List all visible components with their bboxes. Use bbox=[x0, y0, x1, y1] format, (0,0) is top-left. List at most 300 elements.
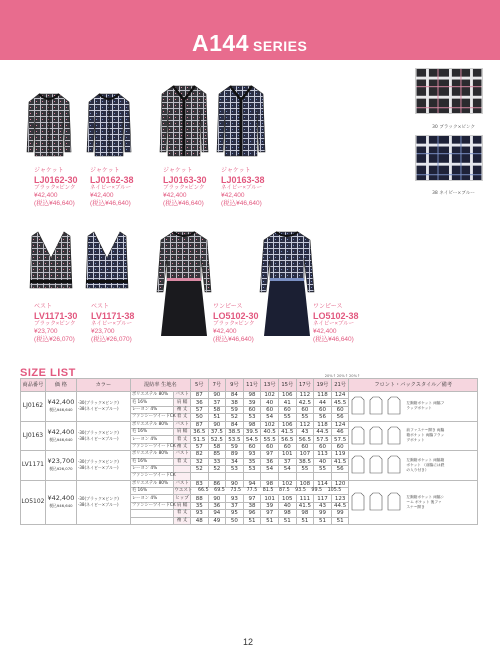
size-value: 87 bbox=[190, 421, 208, 428]
size-value: 51 bbox=[208, 414, 226, 421]
size-value: 60 bbox=[314, 406, 332, 413]
size-value: 54 bbox=[278, 465, 296, 472]
size-value: 60 bbox=[278, 406, 296, 413]
swatch-label: 38 ネイビー×ブルー bbox=[432, 191, 475, 196]
product-tax-price: (税込¥46,640) bbox=[213, 335, 254, 343]
front-note: 左胸箱ポケット 両脇シーム ポケット 後ファスナー開き bbox=[406, 494, 445, 509]
size-value: 56 bbox=[331, 414, 349, 421]
size-value: 105 bbox=[278, 495, 296, 502]
product-tax-price: (税込¥26,070) bbox=[34, 335, 75, 343]
garment-sketch bbox=[387, 455, 401, 475]
size-value: 60 bbox=[261, 406, 279, 413]
size-value: 60 bbox=[261, 443, 279, 450]
size-value: 36 bbox=[190, 399, 208, 406]
color-option: -38(ネイビー×ブルー) bbox=[77, 435, 119, 441]
header-cell: 21号 bbox=[331, 379, 349, 392]
size-value: 82 bbox=[190, 451, 208, 458]
product-tax-price: (税込¥46,640) bbox=[163, 199, 204, 207]
size-value: 44.5 bbox=[331, 502, 349, 509]
product-card bbox=[34, 168, 78, 207]
size-value: 53 bbox=[243, 414, 261, 421]
size-value: 102 bbox=[261, 392, 279, 399]
table-row bbox=[21, 421, 478, 428]
size-value: 36 bbox=[208, 502, 226, 509]
product-tax-price: (税込¥26,070) bbox=[91, 335, 132, 343]
product-color: ネイビー×ブルー bbox=[221, 184, 263, 191]
size-value: 56.5 bbox=[296, 436, 314, 443]
header-cell: 9号 bbox=[226, 379, 244, 392]
size-value: 43 bbox=[296, 428, 314, 435]
product-kind: ジャケット bbox=[90, 168, 120, 174]
size-value: 39 bbox=[261, 502, 279, 509]
header-cell: 15号 bbox=[278, 379, 296, 392]
size-value: 58 bbox=[208, 443, 226, 450]
size-value: 46 bbox=[331, 428, 349, 435]
size-value: 84 bbox=[226, 392, 244, 399]
size-value: 43 bbox=[314, 502, 332, 509]
series-word: SERIES bbox=[252, 38, 308, 54]
size-value: 57 bbox=[190, 406, 208, 413]
price-value: ¥42,400 bbox=[47, 427, 75, 436]
color-option: -30(ブラック×ピンク) bbox=[77, 496, 119, 502]
jacket-lj0162-38-image bbox=[85, 90, 133, 165]
product-code: LJ0163-30 bbox=[163, 174, 207, 185]
dress-lo5102-30-image bbox=[155, 228, 213, 340]
product-color: ネイビー×ブルー bbox=[91, 320, 133, 327]
product-color: ネイビー×ブルー bbox=[313, 320, 355, 327]
size-value: 35 bbox=[190, 502, 208, 509]
size-value: 41.5 bbox=[278, 428, 296, 435]
garment-sketch bbox=[369, 396, 383, 416]
garment-sketch bbox=[369, 426, 383, 446]
size-value: 66.5 69.5 73.5 77.5 81.5 87.5 93.5 99.5 105.5 bbox=[190, 488, 348, 495]
size-value: 54.5 bbox=[243, 436, 261, 443]
product-color: ブラック×ピンク bbox=[163, 184, 205, 191]
size-value: 37 bbox=[226, 502, 244, 509]
garment-sketch bbox=[351, 492, 365, 512]
product-color: ブラック×ピンク bbox=[34, 320, 76, 327]
color-option: -38(ネイビー×ブルー) bbox=[77, 406, 119, 412]
product-color: ブラック×ピンク bbox=[213, 320, 255, 327]
size-value: 118 bbox=[314, 392, 332, 399]
measurement-part: 着 丈 bbox=[174, 458, 191, 465]
swatch-navy-blue bbox=[415, 135, 483, 181]
size-value: 41.5 bbox=[331, 458, 349, 465]
size-value: 52.5 bbox=[208, 436, 226, 443]
size-value bbox=[331, 473, 349, 480]
product-kind: ワンピース bbox=[313, 304, 343, 310]
size-value bbox=[208, 473, 226, 480]
size-value: 42.5 bbox=[296, 399, 314, 406]
product-color: ブラック×ピンク bbox=[34, 184, 76, 191]
size-value: 90 bbox=[226, 480, 244, 487]
size-value bbox=[261, 473, 279, 480]
garment-sketch bbox=[369, 492, 383, 512]
header-cell: 19号 bbox=[314, 379, 332, 392]
material-cell: ポリエステル 80% bbox=[130, 480, 174, 487]
size-value: 55 bbox=[314, 465, 332, 472]
material-cell: ポリエステル 80% bbox=[130, 421, 174, 428]
size-value: 60 bbox=[296, 443, 314, 450]
size-value: 97 bbox=[261, 451, 279, 458]
product-code: LJ0162-38 bbox=[90, 174, 134, 185]
size-value: 39.5 bbox=[243, 428, 261, 435]
size-value: 54 bbox=[261, 465, 279, 472]
size-value: 57.5 bbox=[331, 436, 349, 443]
size-value: 58 bbox=[208, 406, 226, 413]
size-value: 119 bbox=[331, 451, 349, 458]
series-banner bbox=[0, 0, 500, 60]
size-table-body bbox=[21, 392, 478, 525]
garment-sketch bbox=[351, 455, 365, 475]
material-cell: ファンシーツイードCK bbox=[131, 414, 176, 420]
size-value: 40 bbox=[261, 399, 279, 406]
size-value: 95 bbox=[226, 510, 244, 517]
garment-sketch bbox=[387, 426, 401, 446]
product-card bbox=[213, 304, 259, 343]
size-value: 94 bbox=[208, 510, 226, 517]
measurement-part: ヒップ bbox=[175, 495, 189, 501]
measurement-part: 着 丈 bbox=[174, 510, 191, 517]
size-value: 40 bbox=[278, 502, 296, 509]
size-value: 93 bbox=[226, 495, 244, 502]
size-value: 59 bbox=[226, 443, 244, 450]
size-value: 38 bbox=[226, 399, 244, 406]
product-code: LV1171-38 bbox=[91, 310, 135, 321]
size-value: 57 bbox=[190, 443, 208, 450]
table-row bbox=[21, 451, 478, 458]
swatch-black-pink bbox=[415, 68, 483, 114]
material-cell: ファンシーツイードCK bbox=[131, 443, 176, 449]
size-value: 34 bbox=[226, 458, 244, 465]
size-value: 60 bbox=[331, 406, 349, 413]
product-code: LO5102-38 bbox=[313, 310, 359, 321]
color-option: -38(ネイビー×ブルー) bbox=[77, 502, 119, 508]
size-value: 54 bbox=[261, 414, 279, 421]
size-value: 36.5 bbox=[190, 428, 208, 435]
size-value: 51 bbox=[278, 517, 296, 524]
size-value bbox=[226, 473, 244, 480]
garment-sketch bbox=[351, 396, 365, 416]
measurement-part: 袖 丈 bbox=[174, 517, 191, 524]
jacket-lj0163-30-image bbox=[158, 82, 210, 167]
size-value bbox=[296, 473, 314, 480]
product-card bbox=[90, 168, 134, 207]
size-value: 98 bbox=[278, 510, 296, 517]
size-value: 53 bbox=[243, 465, 261, 472]
measurement-part: 肩 幅 bbox=[174, 502, 191, 509]
jacket-lj0162-30-image bbox=[25, 90, 73, 165]
size-value: 85 bbox=[208, 451, 226, 458]
header-cell: 17号 bbox=[296, 379, 314, 392]
size-value: 56 bbox=[314, 414, 332, 421]
product-price: ¥42,400 bbox=[313, 328, 337, 336]
measurement-part: バスト bbox=[175, 480, 189, 486]
tax-price-value: 税込¥46,640 bbox=[49, 503, 73, 509]
product-code: LO5102-30 bbox=[213, 310, 259, 321]
size-value: 60 bbox=[314, 443, 332, 450]
size-value bbox=[278, 473, 296, 480]
size-value: 44 bbox=[314, 399, 332, 406]
garment-sketch bbox=[387, 396, 401, 416]
size-value: 120 bbox=[331, 480, 349, 487]
size-value: 86 bbox=[208, 480, 226, 487]
product-price: ¥42,400 bbox=[34, 192, 58, 200]
size-value: 124 bbox=[331, 421, 349, 428]
size-value: 101 bbox=[261, 495, 279, 502]
size-value: 41.5 bbox=[296, 502, 314, 509]
measurement-part: バスト bbox=[175, 392, 189, 398]
header-cell: 5号 bbox=[190, 379, 208, 392]
price-cell bbox=[45, 392, 76, 422]
color-option: -30(ブラック×ピンク) bbox=[77, 459, 119, 465]
size-list-notes: 20%↑ 20%↑ 20%↑ bbox=[324, 374, 360, 378]
front-back-style-cell bbox=[349, 421, 478, 451]
size-value: 51 bbox=[243, 517, 261, 524]
front-note: 左胸箱ポケット 両脇箱ポケット （前脇には鉄の入り付き） bbox=[406, 457, 445, 472]
garment-sketch bbox=[351, 426, 365, 446]
size-value: 123 bbox=[331, 495, 349, 502]
vest-lv1171-38-image bbox=[84, 228, 130, 298]
product-code: LJ0163-38 bbox=[221, 174, 265, 185]
size-value bbox=[243, 473, 261, 480]
product-price: ¥42,400 bbox=[221, 192, 245, 200]
size-value: 35 bbox=[243, 458, 261, 465]
size-value: 39 bbox=[243, 399, 261, 406]
material-cell: レーヨン 4% bbox=[130, 436, 174, 443]
size-value: 98 bbox=[261, 480, 279, 487]
color-cell bbox=[76, 421, 130, 451]
size-value: 52 bbox=[208, 465, 226, 472]
measurement-part: バスト bbox=[175, 421, 189, 427]
size-value: 99 bbox=[314, 510, 332, 517]
product-tax-price: (税込¥46,640) bbox=[221, 199, 262, 207]
size-value: 37.5 bbox=[208, 428, 226, 435]
product-price: ¥23,700 bbox=[34, 328, 58, 336]
material-cell bbox=[130, 517, 174, 524]
product-kind: ベスト bbox=[34, 304, 53, 310]
size-value: 90 bbox=[208, 495, 226, 502]
dress-lo5102-38-image bbox=[258, 228, 316, 340]
vest-lv1171-30-image bbox=[28, 228, 74, 298]
material-cell: ポリエステル 80% bbox=[130, 392, 174, 399]
color-cell bbox=[76, 451, 130, 481]
size-value: 50 bbox=[190, 414, 208, 421]
size-value: 53 bbox=[226, 465, 244, 472]
size-value: 33 bbox=[208, 458, 226, 465]
size-value: 83 bbox=[190, 480, 208, 487]
series-code: A144 bbox=[192, 30, 249, 56]
size-table-header-row bbox=[21, 379, 478, 392]
size-value: 102 bbox=[278, 480, 296, 487]
size-value: 117 bbox=[314, 495, 332, 502]
tax-price-value: 税込¥46,640 bbox=[49, 436, 73, 442]
product-card bbox=[313, 304, 359, 343]
size-value: 44.5 bbox=[314, 428, 332, 435]
product-code-cell: LJ0162 bbox=[21, 392, 46, 422]
size-value: 56.5 bbox=[278, 436, 296, 443]
header-cell: 混紡率 生地名 bbox=[130, 379, 190, 392]
size-value: 52 bbox=[190, 465, 208, 472]
front-back-style-cell bbox=[349, 480, 478, 524]
size-value: 124 bbox=[331, 392, 349, 399]
size-value: 38.5 bbox=[296, 458, 314, 465]
size-value: 37 bbox=[208, 399, 226, 406]
size-value: 60 bbox=[243, 443, 261, 450]
size-value: 118 bbox=[314, 421, 332, 428]
size-value: 48 bbox=[190, 517, 208, 524]
size-value: 102 bbox=[261, 421, 279, 428]
size-value: 84 bbox=[226, 421, 244, 428]
size-value: 55 bbox=[296, 465, 314, 472]
color-option: -30(ブラック×ピンク) bbox=[77, 400, 119, 406]
size-value: 57.5 bbox=[314, 436, 332, 443]
size-value: 55.5 bbox=[261, 436, 279, 443]
size-value: 51.5 bbox=[190, 436, 208, 443]
page-number: 12 bbox=[243, 637, 254, 647]
measurement-part bbox=[174, 465, 191, 472]
size-value bbox=[314, 473, 332, 480]
size-value: 51 bbox=[261, 517, 279, 524]
size-value: 41 bbox=[278, 399, 296, 406]
size-value: 111 bbox=[296, 495, 314, 502]
header-cell: カラー bbox=[76, 379, 130, 392]
product-card bbox=[34, 304, 77, 343]
size-value: 55 bbox=[296, 414, 314, 421]
size-value: 88 bbox=[190, 495, 208, 502]
price-cell bbox=[45, 480, 76, 524]
product-price: ¥42,400 bbox=[213, 328, 237, 336]
header-cell: 商品番号 bbox=[21, 379, 46, 392]
product-tax-price: (税込¥46,640) bbox=[313, 335, 354, 343]
material-cell: レーヨン 4% bbox=[130, 495, 174, 502]
size-value: 89 bbox=[226, 451, 244, 458]
size-value: 56 bbox=[331, 465, 349, 472]
material-cell: ポリエステル 80% bbox=[130, 451, 174, 458]
size-value: 87 bbox=[190, 392, 208, 399]
size-value: 60 bbox=[331, 443, 349, 450]
material-cell bbox=[130, 510, 174, 517]
measurement-part: 袖 丈 bbox=[174, 443, 191, 450]
price-value: ¥23,700 bbox=[47, 457, 75, 466]
measurement-part: 肩 幅 bbox=[174, 428, 191, 435]
series-title bbox=[192, 30, 307, 57]
measurement-part bbox=[174, 473, 191, 480]
size-value: 55 bbox=[278, 414, 296, 421]
product-kind: ジャケット bbox=[221, 168, 251, 174]
product-code-cell: LJ0163 bbox=[21, 421, 46, 451]
size-value: 90 bbox=[208, 392, 226, 399]
size-value: 101 bbox=[278, 451, 296, 458]
front-back-style-cell bbox=[349, 392, 478, 422]
size-value: 59 bbox=[226, 406, 244, 413]
price-cell bbox=[45, 451, 76, 481]
size-value: 38 bbox=[243, 502, 261, 509]
price-value: ¥42,400 bbox=[47, 398, 75, 407]
measurement-part: 着 丈 bbox=[174, 436, 191, 443]
color-cell bbox=[76, 480, 130, 524]
header-cell: フロント・バックスタイル／備考 bbox=[349, 379, 478, 392]
product-card bbox=[163, 168, 207, 207]
product-tax-price: (税込¥46,640) bbox=[34, 199, 75, 207]
size-value: 99 bbox=[331, 510, 349, 517]
size-value: 51 bbox=[331, 517, 349, 524]
garment-sketch bbox=[387, 492, 401, 512]
size-value: 53.5 bbox=[226, 436, 244, 443]
price-value: ¥42,400 bbox=[47, 494, 75, 503]
product-code: LJ0162-30 bbox=[34, 174, 78, 185]
product-code-cell: LV1171 bbox=[21, 451, 46, 481]
size-value: 52 bbox=[226, 414, 244, 421]
size-value: 40 bbox=[314, 458, 332, 465]
product-tax-price: (税込¥46,640) bbox=[90, 199, 131, 207]
size-value: 60 bbox=[278, 443, 296, 450]
size-value bbox=[190, 473, 208, 480]
header-cell: 価 格 bbox=[45, 379, 76, 392]
measurement-part: 袖 丈 bbox=[174, 406, 191, 413]
size-value: 90 bbox=[208, 421, 226, 428]
size-value: 32 bbox=[190, 458, 208, 465]
header-cell: 13号 bbox=[261, 379, 279, 392]
measurement-part: ウエスト bbox=[174, 488, 193, 494]
material-cell: ファンシーツイードCK bbox=[131, 503, 176, 509]
material-cell: 毛 16% bbox=[130, 399, 174, 406]
size-value: 98 bbox=[243, 392, 261, 399]
measurement-part: 肩 幅 bbox=[174, 399, 191, 406]
product-price: ¥42,400 bbox=[163, 192, 187, 200]
size-value: 51 bbox=[314, 517, 332, 524]
size-table bbox=[20, 378, 478, 525]
size-value: 38.5 bbox=[226, 428, 244, 435]
table-row bbox=[21, 392, 478, 399]
price-cell bbox=[45, 421, 76, 451]
size-value: 113 bbox=[314, 451, 332, 458]
material-cell: ファンシーツイードCK bbox=[131, 473, 176, 479]
color-option: -30(ブラック×ピンク) bbox=[77, 429, 119, 435]
product-kind: ジャケット bbox=[163, 168, 193, 174]
product-card bbox=[221, 168, 265, 207]
size-value: 106 bbox=[278, 421, 296, 428]
size-value: 112 bbox=[296, 421, 314, 428]
product-code: LV1171-30 bbox=[34, 310, 78, 321]
material-cell: レーヨン 4% bbox=[130, 406, 174, 413]
size-value: 45.5 bbox=[331, 399, 349, 406]
size-value: 50 bbox=[226, 517, 244, 524]
size-value: 107 bbox=[296, 451, 314, 458]
product-kind: ジャケット bbox=[34, 168, 64, 174]
color-option: -38(ネイビー×ブルー) bbox=[77, 465, 119, 471]
size-value: 51 bbox=[296, 517, 314, 524]
material-cell: 毛 16% bbox=[130, 428, 174, 435]
front-back-style-cell bbox=[349, 451, 478, 481]
front-note: 左胸箱ポケット 両脇フラップポケット bbox=[406, 401, 445, 411]
size-value: 106 bbox=[278, 392, 296, 399]
front-note: 前ファスナー開き 両脇箱ポケット 両脇フラップポケット bbox=[406, 428, 445, 443]
product-card bbox=[91, 304, 134, 343]
size-value: 93 bbox=[243, 451, 261, 458]
tax-price-value: 税込¥46,640 bbox=[49, 407, 73, 413]
size-value: 98 bbox=[296, 510, 314, 517]
size-value: 98 bbox=[243, 421, 261, 428]
tax-price-value: 税込¥26,070 bbox=[49, 466, 73, 472]
header-cell: 11号 bbox=[243, 379, 261, 392]
material-cell: 毛 16% bbox=[130, 458, 174, 465]
size-value: 114 bbox=[314, 480, 332, 487]
size-value: 60 bbox=[296, 406, 314, 413]
product-price: ¥23,700 bbox=[91, 328, 115, 336]
size-value: 108 bbox=[296, 480, 314, 487]
measurement-part: 着 丈 bbox=[174, 414, 191, 421]
